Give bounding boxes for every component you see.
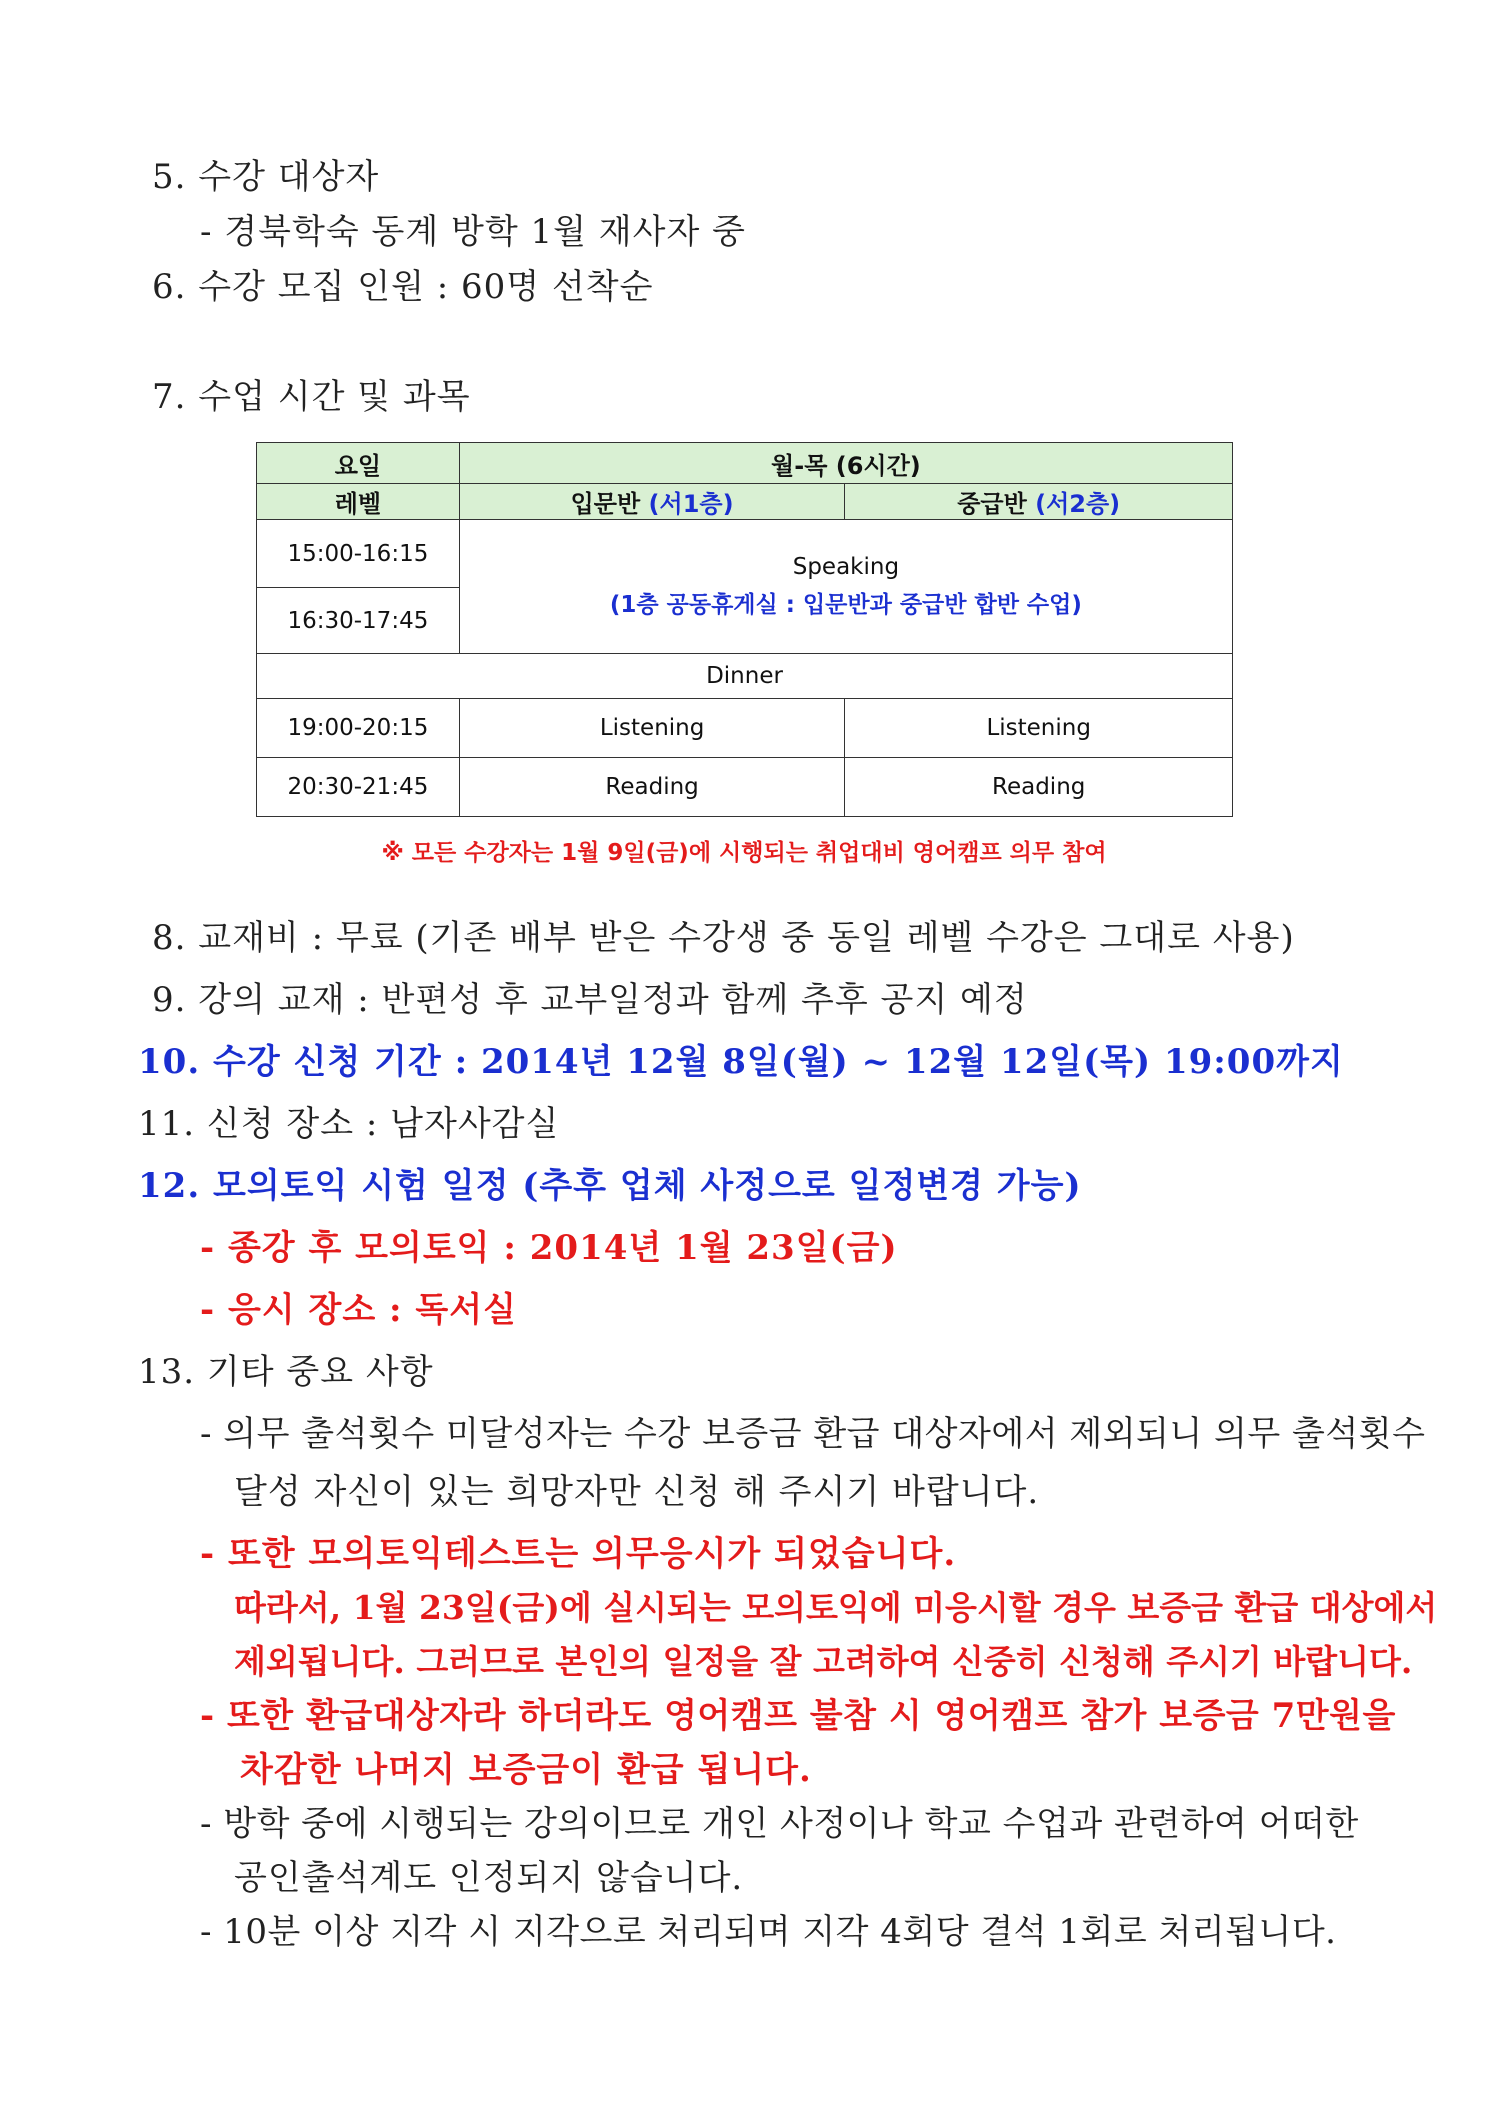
time-cell: 16:30-17:45 (257, 588, 460, 654)
item-13-b-line1: - 또한 모의토익테스트는 의무응시가 되었습니다. (200, 1534, 957, 1574)
item-9: 9. 강의 교재 : 반편성 후 교부일정과 함께 추후 공지 예정 (152, 980, 1028, 1020)
time-cell: 20:30-21:45 (257, 758, 460, 817)
item-5-sub: - 경북학숙 동계 방학 1월 재사자 중 (200, 212, 746, 252)
intermediate-label: 중급반 (957, 490, 1036, 518)
speaking-cell (459, 520, 1232, 654)
item-13-e: - 10분 이상 지각 시 지각으로 처리되며 지각 4회당 결석 1회로 처리됩니다. (200, 1912, 1337, 1952)
beginner-subject: Reading (459, 758, 845, 817)
intermediate-room: (서2층) (1035, 490, 1121, 518)
speaking-label: Speaking (792, 554, 900, 580)
beginner-header (459, 484, 845, 520)
item-5: 5. 수강 대상자 (152, 157, 380, 197)
item-11: 11. 신청 장소 : 남자사감실 (138, 1104, 560, 1144)
beginner-subject: Listening (459, 699, 845, 758)
item-13-b-line3: 제외됩니다. 그러므로 본인의 일정을 잘 고려하여 신중히 신청해 주시기 바랍니다. (234, 1642, 1413, 1681)
item-13-a-line2: 달성 자신이 있는 희망자만 신청 해 주시기 바랍니다. (234, 1472, 1040, 1512)
intermediate-subject: Listening (845, 699, 1233, 758)
camp-note: ※ 모든 수강자는 1월 9일(금)에 시행되는 취업대비 영어캠프 의무 참여 (381, 840, 1107, 866)
item-12-date: - 종강 후 모의토익 : 2014년 1월 23일(금) (200, 1228, 898, 1268)
item-13-c-line1: - 또한 환급대상자라 하더라도 영어캠프 불참 시 영어캠프 참가 보증금 7만원을 (200, 1696, 1396, 1736)
day-label: 요일 (257, 443, 460, 484)
day-value: 월-목 (6시간) (459, 443, 1232, 484)
intermediate-header (845, 484, 1233, 520)
item-6: 6. 수강 모집 인원 : 60명 선착순 (152, 267, 654, 307)
item-7: 7. 수업 시간 및 과목 (152, 377, 471, 417)
schedule-table (256, 442, 1233, 817)
time-cell: 15:00-16:15 (257, 520, 460, 588)
item-13-d-line1: - 방학 중에 시행되는 강의이므로 개인 사정이나 학교 수업과 관련하여 어떠한 (200, 1804, 1359, 1844)
time-cell: 19:00-20:15 (257, 699, 460, 758)
item-12: 12. 모의토익 시험 일정 (추후 업체 사정으로 일정변경 가능) (138, 1166, 1082, 1206)
item-13-b-line2: 따라서, 1월 23일(금)에 실시되는 모의토익에 미응시할 경우 보증금 환급 대상에서 (234, 1588, 1438, 1627)
beginner-label: 입문반 (570, 490, 649, 518)
item-10: 10. 수강 신청 기간 : 2014년 12월 8일(월) ~ 12월 12일(목) 19:00까지 (138, 1042, 1344, 1082)
item-13-d-line2: 공인출석계도 인정되지 않습니다. (234, 1858, 744, 1898)
item-12-place: - 응시 장소 : 독서실 (200, 1290, 517, 1330)
item-8: 8. 교재비 : 무료 (기존 배부 받은 수강생 중 동일 레벨 수강은 그대로 사용) (152, 918, 1295, 958)
dinner-cell: Dinner (257, 654, 1233, 699)
item-13-c-line2: 차감한 나머지 보증금이 환급 됩니다. (240, 1750, 812, 1790)
beginner-room: (서1층) (648, 490, 734, 518)
item-13-a-line1: - 의무 출석횟수 미달성자는 수강 보증금 환급 대상자에서 제외되니 의무 출석횟수 (200, 1414, 1426, 1454)
item-13: 13. 기타 중요 사항 (138, 1352, 434, 1392)
level-label: 레벨 (257, 484, 460, 520)
speaking-note: (1층 공동휴게실 : 입문반과 중급반 합반 수업) (609, 592, 1082, 618)
intermediate-subject: Reading (845, 758, 1233, 817)
